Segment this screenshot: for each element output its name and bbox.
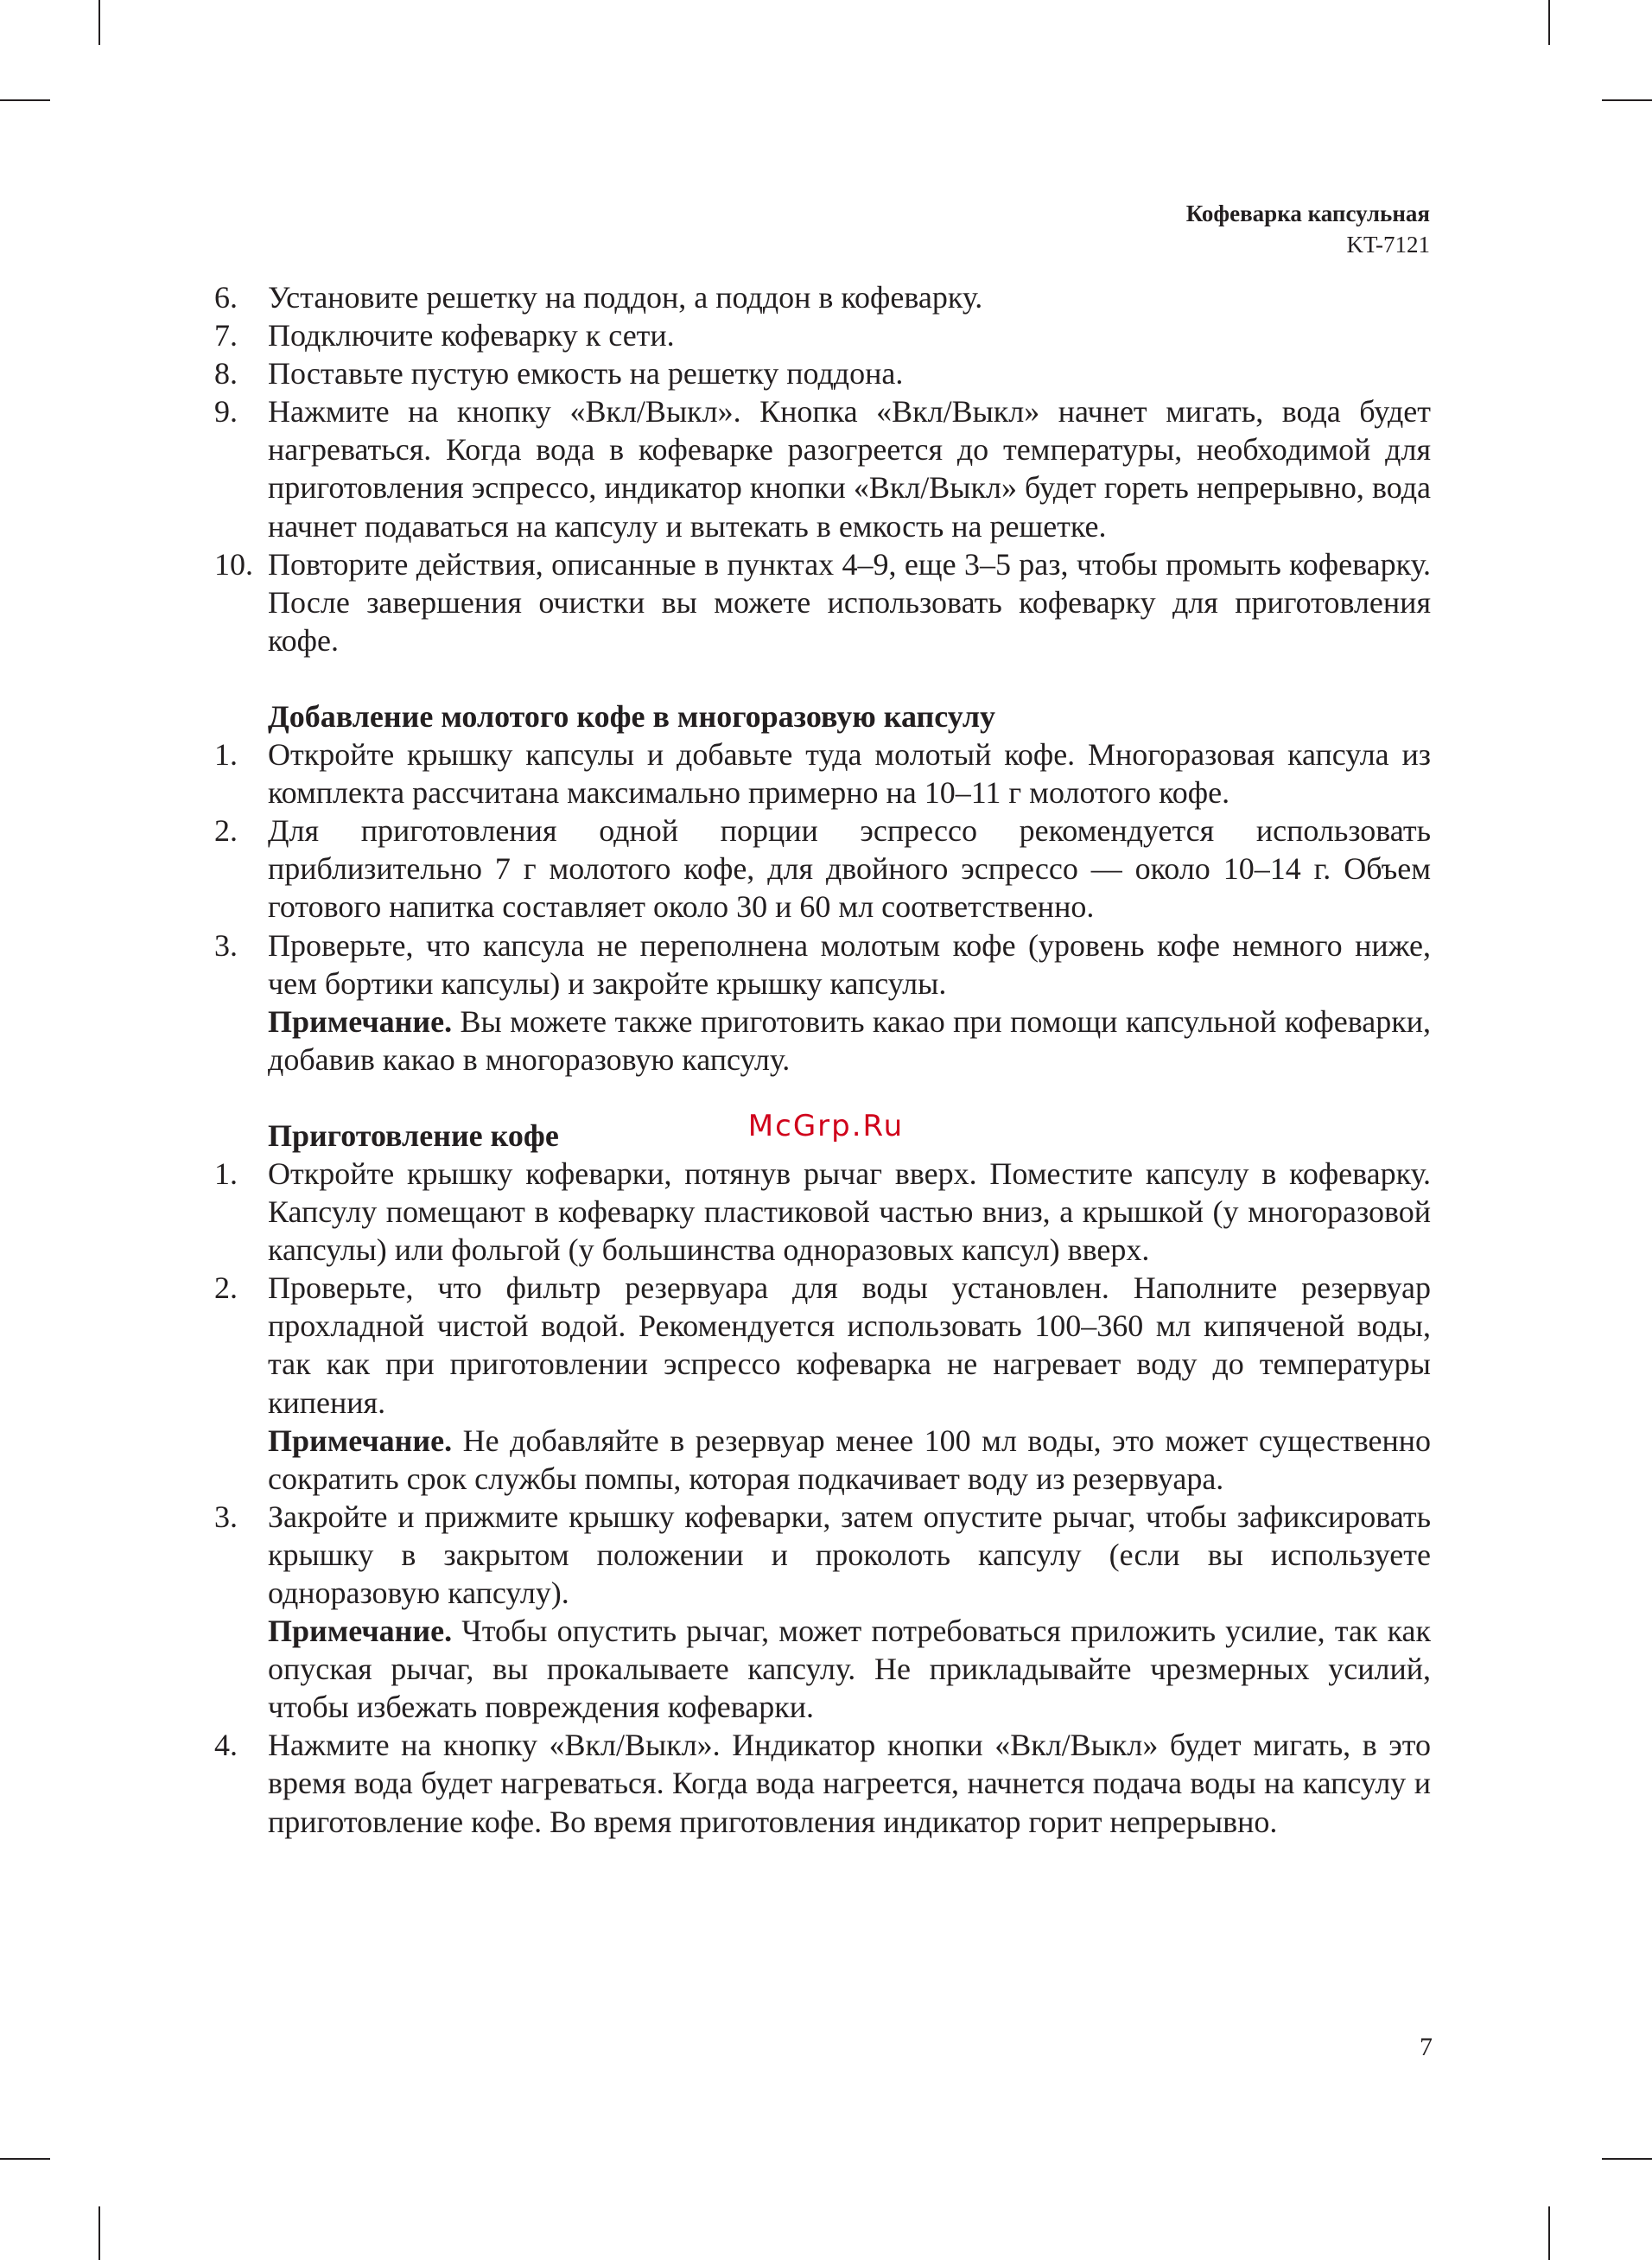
list-text: Проверьте, что фильтр резервуара для воды установлен. Наполните резервуар прохладной чистой водой. Рекомендуется использовать 100–360 мл кипяченой воды, так как при приготовлении эспрессо кофеварка не нагревает воду до температуры кипения. bbox=[268, 1270, 1431, 1420]
crop-mark-top-left bbox=[98, 0, 100, 45]
list-text: Нажмите на кнопку «Вкл/Выкл». Индикатор кнопки «Вкл/Выкл» будет мигать, в это время вода будет нагреваться. Когда вода нагреется, начнется подача воды на капсулу и приготовление кофе. Во время приготовления индикатор горит непрерывно. bbox=[268, 1728, 1431, 1839]
list-number: 1. bbox=[214, 1155, 238, 1191]
list-number: 2. bbox=[214, 813, 238, 849]
list-number: 10. bbox=[214, 546, 253, 582]
list-number: 1. bbox=[214, 737, 238, 773]
list-number: 4. bbox=[214, 1728, 238, 1763]
crop-mark-top-right bbox=[1548, 0, 1550, 45]
list-text: Откройте крышку кофеварки, потянув рычаг вверх. Поместите капсулу в кофеварку. Капсулу помещают в кофеварку пластиковой частью вниз, а крышкой (у многоразовой капсулы) или фольгой (у большинства одноразовых капсул) вверх. bbox=[268, 1155, 1431, 1268]
section-heading-reusable-capsule: Добавление молотого кофе в многоразовую капсулу bbox=[268, 698, 996, 734]
list-text: Проверьте, что капсула не переполнена молотым кофе (уровень кофе немного ниже, чем бортики капсулы) и закройте крышку капсулы. bbox=[268, 927, 1431, 1001]
note-label: Примечание. bbox=[268, 1003, 453, 1039]
crop-mark-bottom-left bbox=[98, 2206, 100, 2260]
section-heading-coffee-preparation: Приготовление кофе bbox=[268, 1117, 559, 1153]
list-number: 3. bbox=[214, 1499, 238, 1534]
note-text: Вы можете также приготовить какао при помощи капсульной кофеварки, добавив какао в многоразовую капсулу. bbox=[268, 1003, 1431, 1077]
list-item bbox=[214, 354, 1431, 392]
list-item bbox=[214, 1726, 1431, 1840]
list-text: Установите решетку на поддон, а поддон в кофеварку. bbox=[268, 280, 983, 315]
list-number: 7. bbox=[214, 318, 238, 353]
watermark: McGrp.Ru bbox=[747, 1109, 905, 1143]
crop-mark-bottom-right bbox=[1548, 2206, 1550, 2260]
list-number: 3. bbox=[214, 927, 238, 963]
list-number: 8. bbox=[214, 356, 238, 392]
note-label: Примечание. bbox=[268, 1423, 453, 1458]
running-header bbox=[1186, 198, 1430, 260]
list-text: Откройте крышку капсулы и добавьте туда молотый кофе. Многоразовая капсула из комплекта рассчитана максимально примерно на 10–11 г молотого кофе. bbox=[268, 737, 1431, 811]
list-item bbox=[214, 278, 1431, 316]
crop-mark-right-bottom bbox=[1602, 2158, 1652, 2160]
list-item bbox=[214, 316, 1431, 354]
note-label: Примечание. bbox=[268, 1614, 453, 1649]
list-item bbox=[214, 735, 1431, 812]
note-text: Чтобы опустить рычаг, может потребоваться приложить усилие, так как опуская рычаг, вы прокалываете капсулу. Не прикладывайте чрезмерных усилий, чтобы избежать повреждения кофеварки. bbox=[268, 1614, 1431, 1725]
list-text: Повторите действия, описанные в пунктах 4–9, еще 3–5 раз, чтобы промыть кофеварку. После завершения очистки вы можете использовать кофеварку для приготовления кофе. bbox=[268, 546, 1431, 658]
header-model: KT-7121 bbox=[1346, 232, 1430, 258]
crop-mark-left-top bbox=[0, 99, 50, 101]
note-text: Не добавляйте в резервуар менее 100 мл воды, это может существенно сократить срок службы помпы, которая подкачивает воду из резервуара. bbox=[268, 1423, 1431, 1496]
list-text: Подключите кофеварку к сети. bbox=[268, 318, 675, 353]
list-text: Для приготовления одной порции эспрессо рекомендуется использовать приблизительно 7 г молотого кофе, для двойного эспрессо — около 10–14 г. Объем готового напитка составляет около 30 и 60 мл соответственно. bbox=[268, 813, 1431, 925]
list-text: Закройте и прижмите крышку кофеварки, затем опустите рычаг, чтобы зафиксировать крышку в закрытом положении и проколоть капсулу (если вы используете одноразовую капсулу). bbox=[268, 1499, 1431, 1610]
list-item bbox=[214, 545, 1431, 659]
list-number: 9. bbox=[214, 394, 238, 430]
note bbox=[268, 1612, 1431, 1726]
list-item bbox=[214, 1269, 1431, 1421]
list-item bbox=[214, 1155, 1431, 1269]
header-title: Кофеварка капсульная bbox=[1185, 201, 1430, 226]
list-item bbox=[214, 392, 1431, 544]
crop-mark-right-top bbox=[1602, 99, 1652, 101]
page-number: 7 bbox=[1420, 2033, 1433, 2061]
list-number: 6. bbox=[214, 280, 238, 315]
note bbox=[268, 1003, 1431, 1079]
list-number: 2. bbox=[214, 1270, 238, 1306]
page-body bbox=[214, 278, 1431, 1841]
crop-mark-left-bottom bbox=[0, 2158, 50, 2160]
list-text: Поставьте пустую емкость на решетку поддона. bbox=[268, 356, 904, 392]
list-item bbox=[214, 1498, 1431, 1612]
list-item bbox=[214, 812, 1431, 926]
list-item bbox=[214, 926, 1431, 1003]
list-text: Нажмите на кнопку «Вкл/Выкл». Кнопка «Вкл/Выкл» начнет мигать, вода будет нагреваться. Когда вода в кофеварке разогреется до температуры, необходимой для приготовления эспрессо, индикатор кнопки «Вкл/Выкл» будет гореть непрерывно, вода начнет подаваться на капсулу и вытекать в емкость на решетке. bbox=[268, 394, 1431, 544]
note bbox=[268, 1422, 1431, 1498]
